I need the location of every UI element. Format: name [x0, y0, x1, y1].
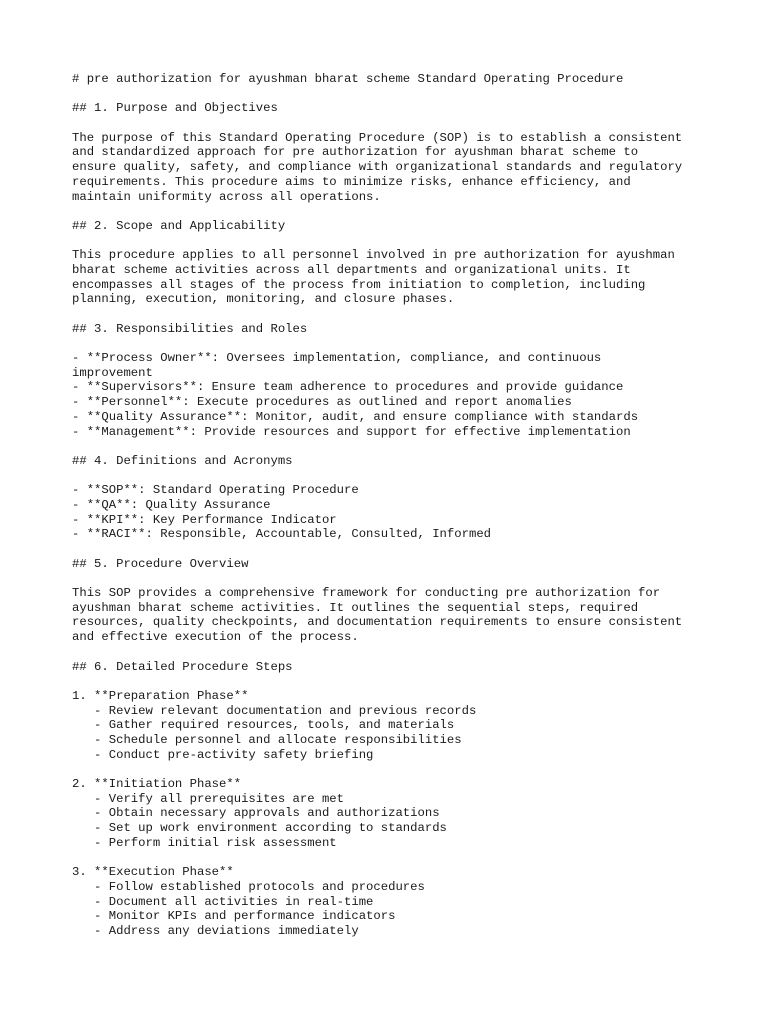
text-line: and standardized approach for pre authorization for ayushman bharat scheme to — [72, 145, 639, 160]
text-line: - Perform initial risk assessment — [72, 835, 337, 850]
document-body — [72, 101, 712, 938]
spacer — [72, 762, 712, 777]
document-title: # pre authorization for ayushman bharat scheme Standard Operating Procedure — [72, 72, 624, 86]
spacer — [72, 234, 712, 249]
spacer — [72, 469, 712, 484]
text-line: - **SOP**: Standard Operating Procedure — [72, 483, 359, 498]
text-line: - **Management**: Provide resources and support for effective implementation — [72, 424, 631, 439]
text-line: - **RACI**: Responsible, Accountable, Consulted, Informed — [72, 527, 492, 542]
text-line: ensure quality, safety, and compliance with organizational standards and regulatory — [72, 160, 683, 175]
spacer — [72, 336, 712, 351]
spacer — [72, 204, 712, 219]
text-line: and effective execution of the process. — [72, 630, 359, 645]
spacer — [72, 87, 712, 102]
section — [72, 322, 712, 454]
text-line: - Gather required resources, tools, and materials — [72, 718, 455, 733]
section-heading: ## 6. Detailed Procedure Steps — [72, 659, 293, 674]
document-page — [72, 72, 712, 939]
text-block — [72, 689, 712, 762]
text-block — [72, 483, 712, 542]
spacer — [72, 439, 712, 454]
text-line: - Conduct pre-activity safety briefing — [72, 747, 374, 762]
spacer — [72, 850, 712, 865]
section-heading: ## 2. Scope and Applicability — [72, 218, 286, 233]
text-line: - Review relevant documentation and previous records — [72, 703, 477, 718]
section-heading: ## 3. Responsibilities and Roles — [72, 321, 308, 336]
text-line: - **Supervisors**: Ensure team adherence to procedures and provide guidance — [72, 380, 624, 395]
text-line: 3. **Execution Phase** — [72, 865, 234, 880]
text-line: improvement — [72, 365, 153, 380]
text-block — [72, 131, 712, 204]
section-heading: ## 1. Purpose and Objectives — [72, 101, 278, 116]
text-line: ayushman bharat scheme activities. It outlines the sequential steps, required — [72, 600, 639, 615]
spacer — [72, 307, 712, 322]
text-line: maintain uniformity across all operations. — [72, 189, 381, 204]
spacer — [72, 674, 712, 689]
text-line: - Obtain necessary approvals and authorizations — [72, 806, 440, 821]
text-line: encompasses all stages of the process from initiation to completion, including — [72, 277, 646, 292]
text-line: - **Personnel**: Execute procedures as outlined and report anomalies — [72, 395, 572, 410]
spacer — [72, 571, 712, 586]
section-heading: ## 5. Procedure Overview — [72, 556, 249, 571]
text-line: - **Process Owner**: Oversees implementation, compliance, and continuous — [72, 351, 602, 366]
text-line: bharat scheme activities across all departments and organizational units. It — [72, 262, 631, 277]
text-line: - **QA**: Quality Assurance — [72, 497, 271, 512]
section-heading: ## 4. Definitions and Acronyms — [72, 453, 293, 468]
text-line: - **KPI**: Key Performance Indicator — [72, 512, 337, 527]
text-line: - Schedule personnel and allocate responsibilities — [72, 732, 462, 747]
text-line: - Verify all prerequisites are met — [72, 791, 344, 806]
text-block — [72, 351, 712, 439]
text-block — [72, 586, 712, 645]
text-line: This SOP provides a comprehensive framework for conducting pre authorization for — [72, 586, 661, 601]
text-line: The purpose of this Standard Operating Procedure (SOP) is to establish a consistent — [72, 130, 683, 145]
section — [72, 660, 712, 939]
spacer — [72, 116, 712, 131]
text-line: - Document all activities in real-time — [72, 894, 374, 909]
section — [72, 101, 712, 219]
section — [72, 557, 712, 660]
text-line: - Address any deviations immediately — [72, 923, 359, 938]
section — [72, 454, 712, 557]
text-line: - **Quality Assurance**: Monitor, audit, and ensure compliance with standards — [72, 409, 639, 424]
text-line: - Set up work environment according to standards — [72, 821, 447, 836]
section — [72, 219, 712, 322]
text-block — [72, 777, 712, 850]
text-block — [72, 248, 712, 307]
text-block — [72, 865, 712, 938]
text-line: resources, quality checkpoints, and documentation requirements to ensure consistent — [72, 615, 683, 630]
text-line: requirements. This procedure aims to minimize risks, enhance efficiency, and — [72, 174, 631, 189]
text-line: - Monitor KPIs and performance indicators — [72, 909, 396, 924]
text-line: 2. **Initiation Phase** — [72, 777, 242, 791]
text-line: - Follow established protocols and procedures — [72, 879, 425, 894]
spacer — [72, 542, 712, 557]
text-line: This procedure applies to all personnel involved in pre authorization for ayushman — [72, 248, 675, 263]
text-line: 1. **Preparation Phase** — [72, 688, 249, 703]
spacer — [72, 645, 712, 660]
text-line: planning, execution, monitoring, and closure phases. — [72, 292, 455, 307]
